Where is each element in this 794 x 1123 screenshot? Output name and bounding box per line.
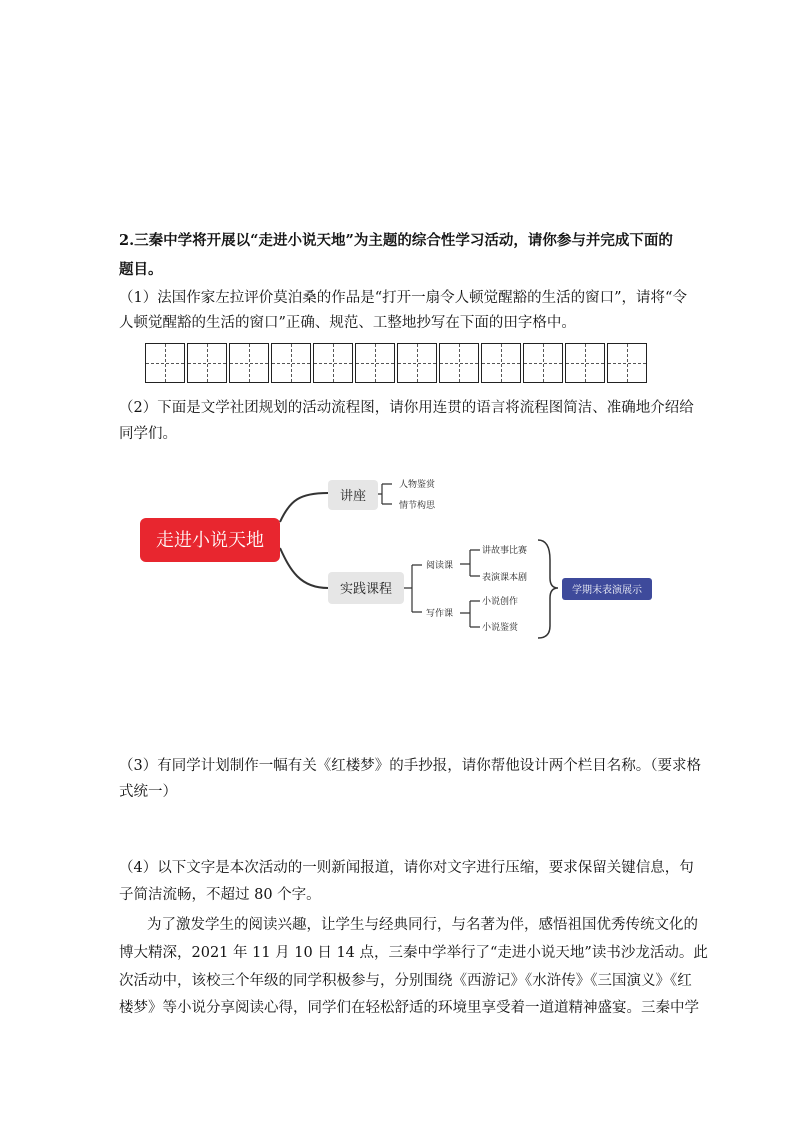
q2-line2: 同学们。 (119, 426, 177, 442)
root-node-label: 走进小说天地 (156, 530, 264, 551)
reading-item-2: 表演课本剧 (482, 573, 528, 583)
lecture-item-1: 人物鉴赏 (399, 480, 436, 490)
q4-line2: 子简洁流畅，不超过 80 个字。 (119, 887, 321, 903)
passage-line: 楼梦》等小说分享阅读心得，同学们在轻松舒适的环境里享受着一道道精神盛宴。三秦中学 (119, 1000, 699, 1016)
tianzige-cell[interactable] (229, 343, 269, 383)
connector-branch2-subs (402, 565, 422, 612)
tianzige-cell[interactable] (565, 343, 605, 383)
tianzige-cell[interactable] (355, 343, 395, 383)
q4-line1: （4）以下文字是本次活动的一则新闻报道，请你对文字进行压缩，要求保留关键信息，句 (119, 860, 694, 876)
question-title-line2: 题目。 (119, 261, 163, 278)
right-brace (538, 540, 558, 638)
sub-writing-label: 写作课 (426, 609, 454, 619)
tianzige-grid[interactable] (145, 343, 649, 385)
lecture-item-2: 情节构思 (399, 501, 436, 511)
q3-line1: （3）有同学计划制作一幅有关《红楼梦》的手抄报，请你帮他设计两个栏目名称。（要求格 (119, 758, 701, 774)
question-title-line1: 2.三秦中学将开展以“走进小说天地”为主题的综合性学习活动，请你参与并完成下面的 (119, 232, 673, 249)
passage-line: 为了激发学生的阅读兴趣，让学生与经典同行，与名著为伴，感悟祖国优秀传统文化的 (147, 917, 698, 933)
connector-sub1-items (460, 550, 480, 576)
writing-item-1: 小说创作 (482, 597, 519, 607)
connector-branch2 (280, 548, 328, 588)
tianzige-cell[interactable] (145, 343, 185, 383)
tianzige-cell[interactable] (313, 343, 353, 383)
sub-reading-label: 阅读课 (426, 561, 454, 571)
q1-line1: （1）法国作家左拉评价莫泊桑的作品是“打开一扇令人顿觉醒豁的生活的窗口”，请将“令 (119, 290, 687, 306)
final-node-label: 学期末表演展示 (572, 585, 642, 596)
q3-line2: 式统一） (119, 784, 177, 800)
tianzige-cell[interactable] (523, 343, 563, 383)
connector-sub2-items (460, 601, 480, 627)
tianzige-cell[interactable] (271, 343, 311, 383)
branch-lecture-label: 讲座 (339, 489, 367, 504)
reading-item-1: 讲故事比赛 (482, 546, 528, 556)
q2-line1: （2）下面是文学社团规划的活动流程图，请你用连贯的语言将流程图简洁、准确地介绍给 (119, 400, 694, 416)
branch-practice-label: 实践课程 (339, 582, 393, 597)
tianzige-cell[interactable] (439, 343, 479, 383)
passage-line: 博大精深，2021 年 11 月 10 日 14 点，三秦中学举行了“走进小说天地”读书沙龙活动。此 (119, 945, 708, 961)
writing-item-2: 小说鉴赏 (482, 623, 519, 633)
tianzige-cell[interactable] (481, 343, 521, 383)
flowchart (130, 460, 670, 650)
tianzige-cell[interactable] (397, 343, 437, 383)
passage-line: 次活动中，该校三个年级的同学积极参与，分别围绕《西游记》《水浒传》《三国演义》《红 (119, 973, 692, 989)
q1-line2: 人顿觉醒豁的生活的窗口”正确、规范、工整地抄写在下面的田字格中。 (119, 315, 576, 331)
tianzige-cell[interactable] (607, 343, 647, 383)
connector-branch1 (280, 493, 328, 522)
tianzige-cell[interactable] (187, 343, 227, 383)
